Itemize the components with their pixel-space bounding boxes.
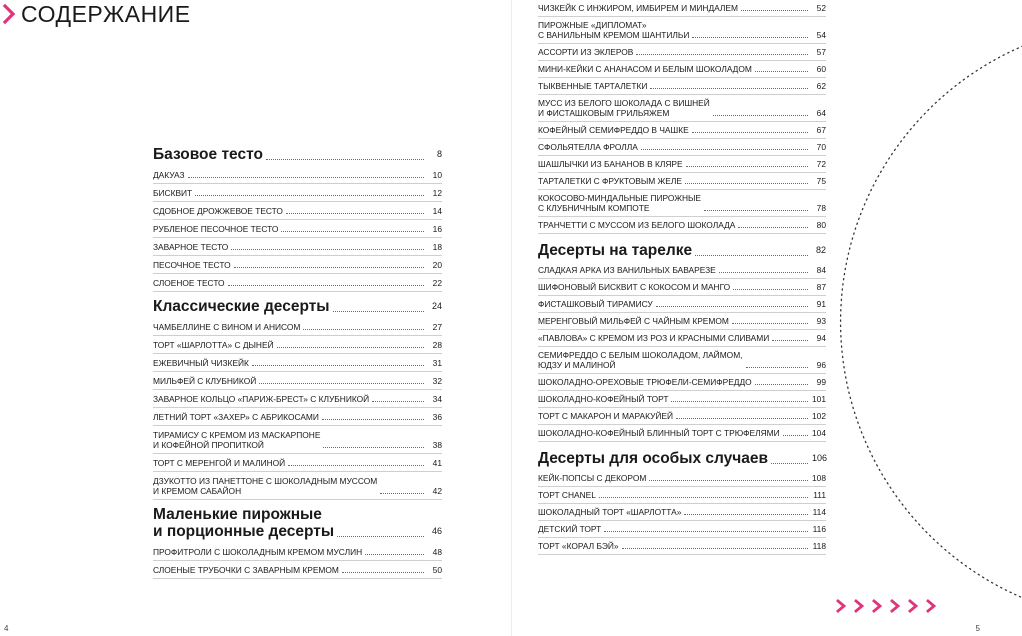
dot-leader — [288, 465, 424, 466]
toc-entry-page-number: 93 — [816, 316, 826, 326]
section-heading-title: Маленькие пирожные и порционные десерты — [153, 506, 335, 540]
dot-leader — [281, 231, 424, 232]
toc-entry[interactable] — [153, 454, 442, 472]
toc-entry-page-number: 96 — [816, 360, 826, 370]
toc-entry-page-number: 36 — [432, 412, 442, 422]
toc-entry-title: ПЕСОЧНОЕ ТЕСТО — [153, 260, 231, 270]
toc-entry-title: КОФЕЙНЫЙ СЕМИФРЕДДО В ЧАШКЕ — [538, 125, 689, 135]
toc-entry[interactable] — [538, 44, 826, 61]
dot-leader — [303, 329, 424, 330]
toc-entry[interactable] — [538, 408, 826, 425]
toc-entry-title: КЕЙК-ПОПСЫ С ДЕКОРОМ — [538, 473, 647, 483]
toc-entry[interactable] — [538, 279, 826, 296]
dot-leader — [741, 10, 808, 11]
toc-entry-page-number: 27 — [432, 322, 442, 332]
toc-entry[interactable] — [538, 262, 826, 279]
toc-entry-title: СЛОЕНОЕ ТЕСТО — [153, 278, 225, 288]
toc-entry-title: ТИРАМИСУ С КРЕМОМ ИЗ МАСКАРПОНЕ И КОФЕЙНОЙ ПРОПИТКОЙ — [153, 430, 321, 450]
toc-section — [538, 241, 826, 442]
dot-leader — [746, 367, 809, 368]
toc-entry-title: ПРОФИТРОЛИ С ШОКОЛАДНЫМ КРЕМОМ МУСЛИН — [153, 547, 363, 557]
toc-entry-page-number: 42 — [432, 486, 442, 496]
dot-leader — [656, 306, 808, 307]
toc-entry-title: СДОБНОЕ ДРОЖЖЕВОЕ ТЕСТО — [153, 206, 283, 216]
toc-entry[interactable] — [538, 521, 826, 538]
toc-entry[interactable] — [538, 504, 826, 521]
toc-entry[interactable] — [153, 274, 442, 292]
dot-leader — [685, 183, 808, 184]
dot-leader — [713, 115, 808, 116]
toc-entry-title: СФОЛЬЯТЕЛЛА ФРОЛЛА — [538, 142, 638, 152]
dot-leader — [365, 554, 424, 555]
dot-leader — [671, 401, 808, 402]
toc-entry-title: ПИРОЖНЫЕ «ДИПЛОМАТ» С ВАНИЛЬНЫМ КРЕМОМ ШАНТИЛЬИ — [538, 20, 690, 40]
toc-entry-page-number: 104 — [812, 428, 826, 438]
toc-entry-page-number: 41 — [432, 458, 442, 468]
toc-entry-page-number: 114 — [812, 507, 826, 517]
toc-section — [153, 505, 442, 579]
toc-entry-title: ЗАВАРНОЕ ТЕСТО — [153, 242, 229, 252]
toc-entry[interactable] — [153, 561, 442, 579]
chevron-right-icon — [0, 2, 18, 26]
page-title: СОДЕРЖАНИЕ — [21, 1, 191, 27]
toc-entry-page-number: 101 — [812, 394, 826, 404]
dot-leader — [622, 548, 808, 549]
toc-entry-title: ТОРТ «ШАРЛОТТА» С ДЫНЕЙ — [153, 340, 274, 350]
toc-entry[interactable] — [153, 408, 442, 426]
dot-leader — [738, 227, 808, 228]
dot-leader — [704, 210, 808, 211]
section-page-number: 24 — [431, 301, 442, 311]
toc-entry[interactable] — [538, 156, 826, 173]
dot-leader — [277, 347, 424, 348]
dot-leader — [783, 435, 808, 436]
chevron-right-icon — [906, 598, 920, 614]
toc-entry-page-number: 78 — [816, 203, 826, 213]
dot-leader — [322, 419, 424, 420]
dot-leader — [695, 255, 808, 256]
toc-entry-page-number: 12 — [432, 188, 442, 198]
toc-entry[interactable] — [538, 173, 826, 190]
section-heading-title: Десерты на тарелке — [538, 242, 693, 259]
toc-entry[interactable] — [153, 318, 442, 336]
title-block — [0, 0, 191, 28]
section-heading[interactable] — [153, 297, 442, 315]
toc-entry-title: МИНИ-КЕЙКИ С АНАНАСОМ И БЕЛЫМ ШОКОЛАДОМ — [538, 64, 752, 74]
dot-leader — [323, 447, 424, 448]
section-heading-title: Десерты для особых случаев — [538, 450, 769, 467]
toc-entry-page-number: 62 — [816, 81, 826, 91]
toc-entry-title: КОКОСОВО-МИНДАЛЬНЫЕ ПИРОЖНЫЕ С КЛУБНИЧНЫМ КОМПОТЕ — [538, 193, 701, 213]
dot-leader — [755, 384, 808, 385]
toc-entry-title: ШИФОНОВЫЙ БИСКВИТ С КОКОСОМ И МАНГО — [538, 282, 731, 292]
dot-leader — [604, 531, 808, 532]
toc-entry-page-number: 52 — [816, 3, 826, 13]
toc-entry[interactable] — [153, 336, 442, 354]
toc-entry-title: ШОКОЛАДНО-ОРЕХОВЫЕ ТРЮФЕЛИ-СЕМИФРЕДДО — [538, 377, 752, 387]
dot-leader — [636, 54, 808, 55]
toc-entry-page-number: 75 — [816, 176, 826, 186]
section-heading[interactable] — [153, 145, 442, 163]
toc-entry-title: ТОРТ С МЕРЕНГОЙ И МАЛИНОЙ — [153, 458, 286, 468]
section-page-number: 8 — [436, 149, 442, 159]
toc-entry-title: ТОРТ С МАКАРОН И МАРАКУЙЕЙ — [538, 411, 674, 421]
dot-leader — [641, 149, 808, 150]
toc-entry-page-number: 32 — [432, 376, 442, 386]
toc-entry[interactable] — [153, 472, 442, 500]
toc-entry-page-number: 99 — [816, 377, 826, 387]
toc-entry-page-number: 22 — [432, 278, 442, 288]
toc-entry-page-number: 108 — [812, 473, 826, 483]
dot-leader — [188, 177, 424, 178]
toc-entry-title: ЛЕТНИЙ ТОРТ «ЗАХЕР» С АБРИКОСАМИ — [153, 412, 319, 422]
toc-entry[interactable] — [153, 238, 442, 256]
dot-leader — [732, 323, 808, 324]
toc-entry[interactable] — [538, 470, 826, 487]
toc-entry-page-number: 116 — [812, 524, 826, 534]
toc-entry-title: ТЫКВЕННЫЕ ТАРТАЛЕТКИ — [538, 81, 648, 91]
toc-entry-page-number: 64 — [816, 108, 826, 118]
toc-entry-page-number: 20 — [432, 260, 442, 270]
toc-entry[interactable] — [153, 220, 442, 238]
toc-entry-title: СЛОЕНЫЕ ТРУБОЧКИ С ЗАВАРНЫМ КРЕМОМ — [153, 565, 339, 575]
toc-entry-page-number: 31 — [432, 358, 442, 368]
dot-leader — [234, 267, 424, 268]
toc-entry[interactable] — [538, 487, 826, 504]
toc-entry[interactable] — [153, 354, 442, 372]
toc-entry[interactable] — [153, 426, 442, 454]
toc-entry[interactable] — [538, 330, 826, 347]
dot-leader — [195, 195, 424, 196]
right-page — [511, 0, 1022, 636]
toc-entry-title: ТАРТАЛЕТКИ С ФРУКТОВЫМ ЖЕЛЕ — [538, 176, 682, 186]
chevron-row-decoration — [834, 598, 938, 614]
section-heading-title: Классические десерты — [153, 298, 330, 315]
toc-entry[interactable] — [538, 538, 826, 555]
chevron-right-icon — [924, 598, 938, 614]
toc-entry-page-number: 57 — [816, 47, 826, 57]
toc-entry-title: «ПАВЛОВА» С КРЕМОМ ИЗ РОЗ И КРАСНЫМИ СЛИВАМИ — [538, 333, 770, 343]
toc-entry-page-number: 38 — [432, 440, 442, 450]
toc-entry-page-number: 48 — [432, 547, 442, 557]
toc-entry-title: БИСКВИТ — [153, 188, 193, 198]
toc-right-column — [538, 0, 826, 555]
toc-entry[interactable] — [538, 374, 826, 391]
toc-entry[interactable] — [538, 347, 826, 374]
dot-leader — [692, 132, 808, 133]
dot-leader — [755, 71, 808, 72]
dot-leader — [259, 383, 424, 384]
toc-entry[interactable] — [153, 390, 442, 408]
dot-leader — [342, 572, 424, 573]
toc-entry-title: ФИСТАШКОВЫЙ ТИРАМИСУ — [538, 299, 653, 309]
toc-entry[interactable] — [538, 78, 826, 95]
section-page-number: 46 — [431, 526, 442, 536]
toc-entry-page-number: 67 — [816, 125, 826, 135]
dot-leader — [599, 497, 808, 498]
toc-entry-page-number: 102 — [812, 411, 826, 421]
toc-entry-title: ЗАВАРНОЕ КОЛЬЦО «ПАРИЖ-БРЕСТ» С КЛУБНИКОЙ — [153, 394, 370, 404]
dotted-arc-decoration — [806, 40, 1022, 600]
section-page-number: 106 — [812, 453, 828, 463]
toc-entry-page-number: 111 — [813, 490, 826, 500]
section-heading-title: Базовое тесто — [153, 146, 263, 163]
toc-entry-page-number: 72 — [816, 159, 826, 169]
toc-entry[interactable] — [538, 296, 826, 313]
dot-leader — [649, 480, 808, 481]
toc-entry-title: ЧАМБЕЛЛИНЕ С ВИНОМ И АНИСОМ — [153, 322, 301, 332]
dot-leader — [228, 285, 424, 286]
toc-entry[interactable] — [538, 61, 826, 78]
toc-entry[interactable] — [153, 202, 442, 220]
dot-leader — [772, 340, 808, 341]
dot-leader — [231, 249, 424, 250]
toc-left-column — [153, 145, 442, 579]
toc-entry-page-number: 80 — [816, 220, 826, 230]
toc-entry-title: МЕРЕНГОВЫЙ МИЛЬФЕЙ С ЧАЙНЫМ КРЕМОМ — [538, 316, 729, 326]
dot-leader — [733, 289, 808, 290]
dot-leader — [380, 493, 424, 494]
toc-entry-page-number: 87 — [816, 282, 826, 292]
toc-entry-page-number: 60 — [816, 64, 826, 74]
dot-leader — [252, 365, 424, 366]
toc-entry[interactable] — [538, 139, 826, 156]
toc-entry-page-number: 91 — [816, 299, 826, 309]
toc-entry-title: ШОКОЛАДНЫЙ ТОРТ «ШАРЛОТТА» — [538, 507, 682, 517]
toc-entry[interactable] — [538, 190, 826, 217]
toc-entry-page-number: 18 — [432, 242, 442, 252]
dot-leader — [337, 536, 424, 537]
toc-section — [153, 145, 442, 292]
dot-leader — [771, 463, 808, 464]
toc-entry-title: ШАШЛЫЧКИ ИЗ БАНАНОВ В КЛЯРЕ — [538, 159, 683, 169]
toc-entry[interactable] — [538, 122, 826, 139]
page-number-left: 4 — [4, 624, 9, 633]
toc-entry[interactable] — [153, 166, 442, 184]
toc-entry[interactable] — [153, 372, 442, 390]
toc-entry-title: ШОКОЛАДНО-КОФЕЙНЫЙ ТОРТ — [538, 394, 669, 404]
toc-section — [538, 0, 826, 234]
dot-leader — [372, 401, 424, 402]
dot-leader — [650, 88, 808, 89]
toc-section — [538, 449, 826, 555]
toc-entry-title: ДЕТСКИЙ ТОРТ — [538, 524, 602, 534]
toc-entry-title: АССОРТИ ИЗ ЭКЛЕРОВ — [538, 47, 634, 57]
toc-entry-page-number: 54 — [816, 30, 826, 40]
dot-leader — [333, 311, 424, 312]
toc-entry[interactable] — [538, 217, 826, 234]
toc-entry[interactable] — [538, 17, 826, 44]
dot-leader — [719, 272, 808, 273]
toc-section — [153, 297, 442, 500]
toc-entry[interactable] — [538, 425, 826, 442]
toc-entry-title: СЕМИФРЕДДО С БЕЛЫМ ШОКОЛАДОМ, ЛАЙМОМ, ЮДЗУ И МАЛИНОЙ — [538, 350, 743, 370]
dot-leader — [676, 418, 808, 419]
toc-entry-page-number: 10 — [432, 170, 442, 180]
dot-leader — [684, 514, 808, 515]
toc-entry-page-number: 118 — [812, 541, 826, 551]
toc-entry-page-number: 70 — [816, 142, 826, 152]
chevron-right-icon — [852, 598, 866, 614]
toc-entry[interactable] — [538, 95, 826, 122]
section-heading[interactable] — [538, 241, 826, 259]
toc-entry-page-number: 84 — [816, 265, 826, 275]
toc-entry-title: СЛАДКАЯ АРКА ИЗ ВАНИЛЬНЫХ БАВАРЕЗЕ — [538, 265, 716, 275]
toc-entry-title: ДЗУКОТТО ИЗ ПАНЕТТОНЕ С ШОКОЛАДНЫМ МУССОМ И КРЕМОМ САБАЙОН — [153, 476, 378, 496]
dot-leader — [286, 213, 424, 214]
chevron-right-icon — [834, 598, 848, 614]
toc-entry[interactable] — [538, 313, 826, 330]
toc-entry[interactable] — [153, 543, 442, 561]
section-page-number: 82 — [815, 245, 826, 255]
section-heading[interactable] — [153, 505, 442, 540]
toc-entry[interactable] — [538, 0, 826, 17]
dot-leader — [266, 159, 424, 160]
toc-entry-title: ШОКОЛАДНО-КОФЕЙНЫЙ БЛИННЫЙ ТОРТ С ТРЮФЕЛЯМИ — [538, 428, 780, 438]
toc-entry-title: ЕЖЕВИЧНЫЙ ЧИЗКЕЙК — [153, 358, 249, 368]
toc-entry[interactable] — [153, 184, 442, 202]
toc-entry-title: РУБЛЕНОЕ ПЕСОЧНОЕ ТЕСТО — [153, 224, 279, 234]
toc-entry-title: ДАКУАЗ — [153, 170, 185, 180]
toc-entry-page-number: 94 — [816, 333, 826, 343]
toc-entry-page-number: 14 — [432, 206, 442, 216]
chevron-right-icon — [870, 598, 884, 614]
toc-entry-page-number: 50 — [432, 565, 442, 575]
toc-entry[interactable] — [538, 391, 826, 408]
toc-entry-title: ТОРТ CHANEL — [538, 490, 596, 500]
toc-entry-title: ТОРТ «КОРАЛ БЭЙ» — [538, 541, 619, 551]
toc-entry-title: МИЛЬФЕЙ С КЛУБНИКОЙ — [153, 376, 257, 386]
dot-leader — [692, 37, 808, 38]
chevron-right-icon — [888, 598, 902, 614]
section-heading[interactable] — [538, 449, 826, 467]
toc-entry-page-number: 28 — [432, 340, 442, 350]
dot-leader — [686, 166, 808, 167]
toc-entry-page-number: 16 — [432, 224, 442, 234]
page-number-right: 5 — [975, 624, 980, 633]
toc-entry-title: ТРАНЧЕТТИ С МУССОМ ИЗ БЕЛОГО ШОКОЛАДА — [538, 220, 736, 230]
toc-entry-title: ЧИЗКЕЙК С ИНЖИРОМ, ИМБИРЕМ И МИНДАЛЕМ — [538, 3, 738, 13]
toc-entry-title: МУСС ИЗ БЕЛОГО ШОКОЛАДА С ВИШНЕЙ И ФИСТАШКОВЫМ ГРИЛЬЯЖЕМ — [538, 98, 710, 118]
toc-entry[interactable] — [153, 256, 442, 274]
toc-entry-page-number: 34 — [432, 394, 442, 404]
